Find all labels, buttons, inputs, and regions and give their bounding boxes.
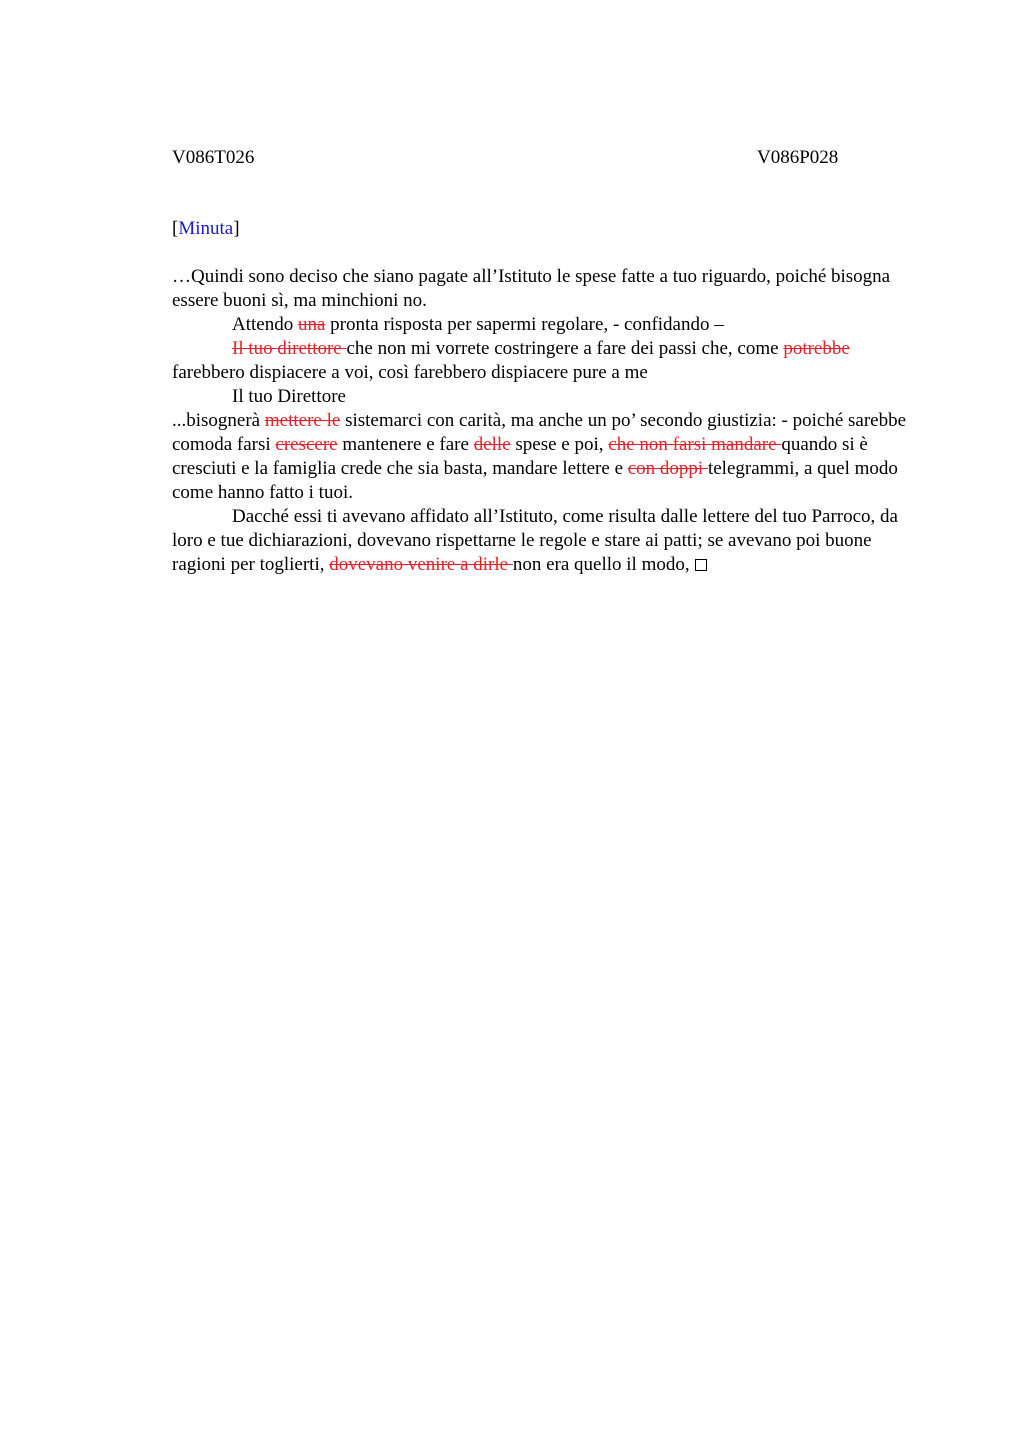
text-run: Dacché essi ti avevano affidato all’Istituto, come risulta dalle lettere del tuo Parroco, da loro e tue dichiarazioni, dovevano rispettarne le regole e stare ai patti; se avevano poi buone ragioni per toglierti, bbox=[172, 506, 898, 575]
text-run: che non mi vorrete costringere a fare dei passi che, come bbox=[346, 338, 784, 359]
paragraph-2 bbox=[172, 313, 912, 337]
text-run: mantenere e fare bbox=[337, 434, 474, 455]
letter-body bbox=[172, 265, 912, 577]
document-type-tag bbox=[172, 217, 240, 241]
right-code: V086P028 bbox=[757, 147, 839, 168]
text-run: …Quindi sono deciso che siano pagate all’Istituto le spese fatte a tuo riguardo, poiché bisogna essere buoni sì, ma minchioni no. bbox=[172, 266, 891, 311]
tag-close-bracket: ] bbox=[233, 218, 240, 239]
text-run: non era quello il modo, bbox=[512, 554, 695, 575]
tag-label: Minuta bbox=[178, 218, 234, 239]
left-code: V086T026 bbox=[172, 147, 255, 168]
text-run: Attendo bbox=[232, 314, 298, 335]
text-run: Il tuo Direttore bbox=[232, 386, 346, 407]
tag-open-bracket: [ bbox=[172, 218, 179, 239]
deleted-text: mettere le bbox=[264, 410, 341, 431]
deleted-text: crescere bbox=[275, 434, 338, 455]
paragraph-3 bbox=[172, 337, 912, 385]
paragraph-6 bbox=[172, 505, 912, 577]
checkbox-icon bbox=[695, 559, 707, 571]
deleted-text: Il tuo direttore bbox=[232, 338, 347, 359]
deleted-text: delle bbox=[473, 434, 511, 455]
deleted-text: potrebbe bbox=[783, 338, 850, 359]
deleted-text: con doppi bbox=[627, 458, 708, 479]
text-run: spese e poi, bbox=[510, 434, 609, 455]
deleted-text: dovevano venire a dirle bbox=[329, 554, 513, 575]
deleted-text: una bbox=[297, 314, 326, 335]
text-run: farebbero dispiacere a voi, così farebbero dispiacere pure a me bbox=[172, 362, 648, 383]
text-run: ...bisognerà bbox=[172, 410, 265, 431]
text-run: pronta risposta per sapermi regolare, - confidando – bbox=[325, 314, 724, 335]
paragraph-1 bbox=[172, 265, 912, 313]
paragraph-5 bbox=[172, 409, 912, 505]
deleted-text: che non farsi mandare bbox=[608, 434, 782, 455]
signature-line bbox=[172, 385, 912, 409]
text-run: quando si è cresciuti e la famiglia crede che sia basta, mandare lettere e bbox=[172, 434, 868, 479]
text-run: sistemarci con carità, ma anche un po’ secondo giustizia: - poiché sarebbe comoda farsi bbox=[172, 410, 907, 455]
text-run: telegrammi, a quel modo come hanno fatto i tuoi. bbox=[172, 458, 898, 503]
